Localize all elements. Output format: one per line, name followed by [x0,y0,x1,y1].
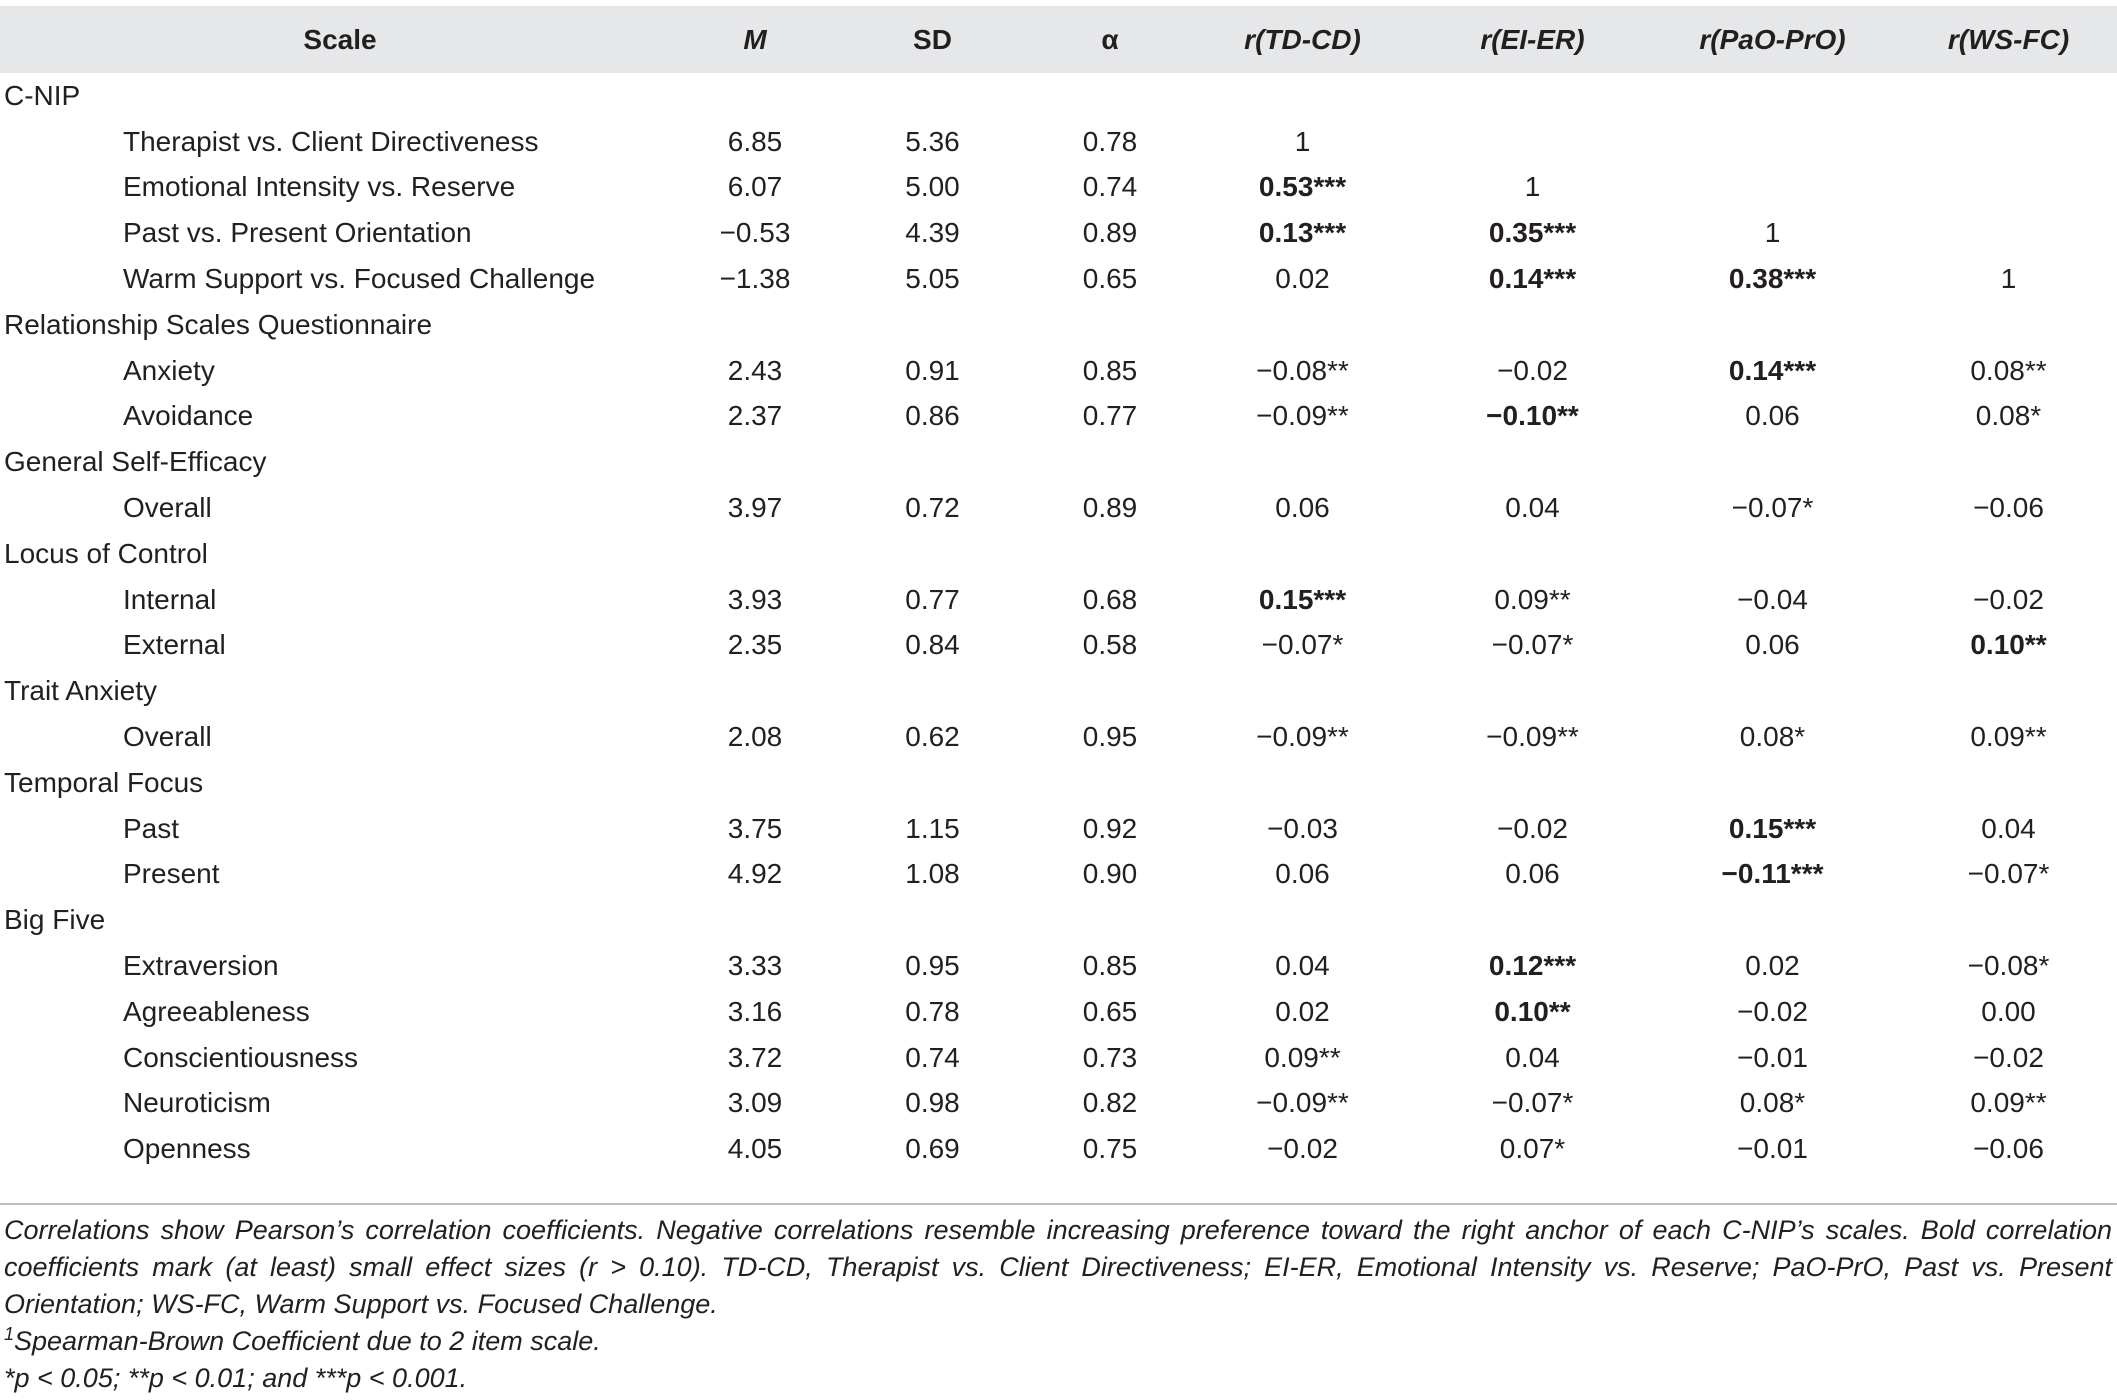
row-label: External [123,629,226,661]
cell-r-ws-fc: 0.09** [1970,721,2047,753]
row-label: Internal [123,583,217,615]
cell-r-pao-pro: 0.06 [1745,629,1800,661]
cell-r-ws-fc: 0.04 [1981,812,2036,844]
cell-r-pao-pro: 0.08* [1739,1087,1806,1119]
header-mean: M [743,23,767,55]
cell-alpha: 0.68 [1082,583,1138,615]
row-label: Present [123,858,220,890]
table-row [0,806,2117,852]
cell-r-ws-fc: −0.08* [1967,950,2050,982]
table-row [0,943,2117,989]
cell-r-ei-er: −0.02 [1497,812,1568,844]
cell-r-ei-er: −0.02 [1497,354,1568,386]
cell-alpha: 0.73 [1082,1041,1138,1073]
group-label: Big Five [4,904,106,936]
cell-r-ei-er: 0.09** [1494,583,1571,615]
cell-mean: 4.05 [727,1133,783,1165]
cell-mean: 6.07 [727,171,783,203]
cell-r-ei-er: 1 [1524,171,1541,203]
cell-r-pao-pro: 0.08* [1739,721,1806,753]
cell-sd: 0.86 [905,400,960,432]
cell-alpha: 0.75 [1082,1133,1138,1165]
table-group-row [0,897,2117,943]
cell-r-pao-pro: 1 [1764,217,1781,249]
row-label: Overall [123,721,212,753]
table-row [0,714,2117,760]
cell-alpha: 0.92 [1082,812,1138,844]
table-notes [4,1212,2112,1397]
cell-r-td-cd: 1 [1294,125,1311,157]
cell-r-td-cd: −0.03 [1267,812,1338,844]
cell-r-ei-er: 0.12*** [1488,950,1577,982]
footnote-text: Spearman-Brown Coefficient due to 2 item scale. [14,1326,601,1356]
cell-r-td-cd: −0.09** [1256,1087,1349,1119]
cell-sd: 0.77 [905,583,960,615]
table-row [0,1081,2117,1127]
row-label: Avoidance [123,400,254,432]
note-footnote [4,1323,2112,1360]
table-row [0,485,2117,531]
table-row [0,165,2117,211]
header-scale: Scale [303,23,377,55]
cell-mean: 3.16 [727,995,783,1027]
table-row [0,119,2117,165]
group-label: Relationship Scales Questionnaire [4,308,433,340]
cell-sd: 0.84 [905,629,960,661]
cell-sd: 0.78 [905,995,960,1027]
row-label: Emotional Intensity vs. Reserve [123,171,516,203]
cell-sd: 4.39 [905,217,960,249]
cell-sd: 0.91 [905,354,960,386]
cell-r-ei-er: 0.04 [1505,492,1560,524]
cell-r-td-cd: −0.08** [1256,354,1349,386]
cell-mean: 2.08 [727,721,783,753]
cell-r-td-cd: 0.02 [1275,263,1330,295]
cell-r-ei-er: 0.10** [1494,995,1571,1027]
cell-alpha: 0.58 [1082,629,1138,661]
cell-r-ei-er: −0.10** [1486,400,1579,432]
cell-r-ws-fc: 0.08** [1970,354,2047,386]
cell-r-pao-pro: −0.07* [1731,492,1814,524]
cell-mean: 2.37 [727,400,783,432]
row-label: Past vs. Present Orientation [123,217,472,249]
cell-mean: 3.97 [727,492,783,524]
cell-alpha: 0.90 [1082,858,1138,890]
cell-r-ei-er: 0.07* [1499,1133,1566,1165]
cell-sd: 5.00 [905,171,960,203]
cell-r-ei-er: 0.14*** [1488,263,1577,295]
table-body [0,73,2117,1172]
row-label: Anxiety [123,354,215,386]
cell-r-ei-er: −0.07* [1491,629,1574,661]
cell-sd: 0.62 [905,721,960,753]
table-header-row [0,6,2117,73]
cell-r-pao-pro [1645,165,1900,211]
cell-alpha: 0.65 [1082,263,1138,295]
cell-r-ws-fc [1900,165,2117,211]
cell-r-td-cd: 0.04 [1275,950,1330,982]
cell-alpha: 0.85 [1082,950,1138,982]
cell-r-ws-fc: −0.06 [1973,492,2044,524]
table-row [0,989,2117,1035]
table-group-row [0,439,2117,485]
cell-r-pao-pro: −0.11*** [1721,858,1824,890]
cell-r-ws-fc: 0.00 [1981,995,2036,1027]
row-label: Openness [123,1133,251,1165]
row-label: Neuroticism [123,1087,271,1119]
cell-alpha: 0.89 [1082,492,1138,524]
header-r-td-cd: r(TD-CD) [1244,23,1361,55]
cell-alpha: 0.95 [1082,721,1138,753]
group-label: Temporal Focus [4,766,204,798]
header-r-ei-er: r(EI-ER) [1480,23,1585,55]
cell-mean: 3.72 [727,1041,783,1073]
cell-r-td-cd: −0.09** [1256,400,1349,432]
cell-r-ei-er: 0.35*** [1488,217,1577,249]
table-group-row [0,760,2117,806]
cell-r-ws-fc: −0.06 [1973,1133,2044,1165]
cell-r-td-cd: 0.09** [1264,1041,1341,1073]
cell-mean: 3.75 [727,812,783,844]
cell-r-td-cd: −0.09** [1256,721,1349,753]
cell-sd: 0.72 [905,492,960,524]
cell-r-td-cd: −0.07* [1261,629,1344,661]
cell-r-td-cd: 0.13*** [1258,217,1347,249]
header-sd: SD [913,23,952,55]
cell-alpha: 0.74 [1082,171,1138,203]
cell-r-pao-pro: −0.01 [1737,1041,1808,1073]
group-label: Trait Anxiety [4,675,158,707]
table-row [0,256,2117,302]
cell-sd: 1.15 [905,812,960,844]
row-label: Overall [123,492,212,524]
cell-r-td-cd: 0.02 [1275,995,1330,1027]
table-row [0,1126,2117,1172]
table-row [0,348,2117,394]
cell-alpha: 0.78 [1082,125,1138,157]
cell-sd: 0.98 [905,1087,960,1119]
cell-r-pao-pro: −0.01 [1737,1133,1808,1165]
correlation-table [0,6,2117,1172]
cell-sd: 5.36 [905,125,960,157]
header-r-ws-fc: r(WS-FC) [1947,23,2070,55]
cell-mean: 2.35 [727,629,783,661]
cell-r-ws-fc: 0.10** [1970,629,2047,661]
table-bottom-rule [0,1203,2117,1205]
cell-mean: −1.38 [719,263,791,295]
cell-alpha: 0.65 [1082,995,1138,1027]
table-row [0,1035,2117,1081]
cell-r-ei-er: 0.04 [1505,1041,1560,1073]
cell-alpha: 0.82 [1082,1087,1138,1119]
cell-alpha: 0.85 [1082,354,1138,386]
cell-r-ws-fc: −0.02 [1973,1041,2044,1073]
group-label: C-NIP [4,79,81,111]
cell-sd: 1.08 [905,858,960,890]
cell-mean: 4.92 [727,858,783,890]
table-group-row [0,668,2117,714]
cell-alpha: 0.77 [1082,400,1138,432]
cell-r-ws-fc: −0.07* [1967,858,2050,890]
cell-r-ws-fc [1900,119,2117,165]
table-row [0,210,2117,256]
cell-r-ws-fc: 0.09** [1970,1087,2047,1119]
row-label: Conscientiousness [123,1041,359,1073]
cell-r-pao-pro: 0.06 [1745,400,1800,432]
footnote-marker: 1 [4,1324,15,1344]
cell-r-ws-fc: 1 [2000,263,2017,295]
cell-mean: 2.43 [727,354,783,386]
row-label: Therapist vs. Client Directiveness [123,125,539,157]
table-group-row [0,302,2117,348]
table-row [0,394,2117,440]
table-row [0,852,2117,898]
cell-mean: −0.53 [719,217,791,249]
cell-alpha: 0.89 [1082,217,1138,249]
table-group-row [0,73,2117,119]
table-group-row [0,531,2117,577]
cell-r-ei-er: 0.06 [1505,858,1560,890]
row-label: Agreeableness [123,995,310,1027]
cell-r-ws-fc [1900,210,2117,256]
row-label: Warm Support vs. Focused Challenge [123,263,596,295]
cell-mean: 3.93 [727,583,783,615]
header-r-pao-pro: r(PaO-PrO) [1699,23,1846,55]
cell-r-pao-pro: 0.15*** [1728,812,1817,844]
cell-r-ws-fc: −0.02 [1973,583,2044,615]
cell-r-td-cd: 0.15*** [1258,583,1347,615]
cell-sd: 0.74 [905,1041,960,1073]
cell-r-pao-pro: 0.38*** [1728,263,1817,295]
cell-mean: 3.33 [727,950,783,982]
cell-r-ws-fc: 0.08* [1975,400,2042,432]
cell-r-pao-pro: 0.14*** [1728,354,1817,386]
table-row [0,623,2117,669]
note-main: Correlations show Pearson’s correlation coefficients. Negative correlations resemble increasing preference toward the right anchor of each C-NIP’s scales. Bold correlation coefficients mark (at least) small effect sizes (r > 0.10). TD-CD, Therapist vs. Client Directiveness; EI-ER, Emotional Intensity vs. Reserve; PaO-PrO, Past vs. Present Orientation; WS-FC, Warm Support vs. Focused Challenge. [4,1215,2112,1319]
cell-r-pao-pro [1645,119,1900,165]
cell-mean: 6.85 [727,125,783,157]
cell-r-ei-er: −0.09** [1486,721,1579,753]
cell-r-pao-pro: 0.02 [1745,950,1800,982]
cell-r-ei-er: −0.07* [1491,1087,1574,1119]
cell-sd: 0.69 [905,1133,960,1165]
group-label: Locus of Control [4,537,208,569]
cell-mean: 3.09 [727,1087,783,1119]
cell-r-ei-er [1420,119,1645,165]
cell-r-td-cd: 0.06 [1275,858,1330,890]
note-significance: *p < 0.05; **p < 0.01; and ***p < 0.001. [4,1363,468,1393]
cell-r-td-cd: 0.06 [1275,492,1330,524]
header-alpha: α [1101,23,1119,55]
cell-r-td-cd: −0.02 [1267,1133,1338,1165]
table-row [0,577,2117,623]
group-label: General Self-Efficacy [4,446,267,478]
cell-sd: 0.95 [905,950,960,982]
cell-r-pao-pro: −0.02 [1737,995,1808,1027]
cell-sd: 5.05 [905,263,960,295]
row-label: Past [123,812,180,844]
cell-r-td-cd: 0.53*** [1258,171,1347,203]
cell-r-pao-pro: −0.04 [1737,583,1808,615]
row-label: Extraversion [123,950,279,982]
